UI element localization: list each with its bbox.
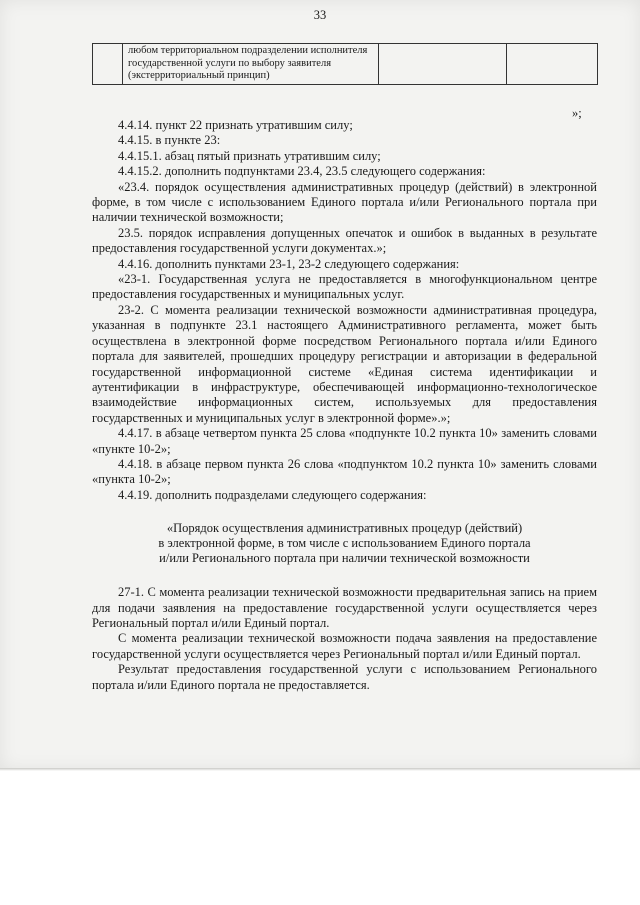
page-edge: [0, 768, 640, 771]
paragraph: Результат предоставления государственной услуги с использованием Регионального портала и/или Единого портала не предоставляется.: [92, 662, 597, 692]
document-body: [92, 118, 597, 693]
page-number: 33: [313, 8, 327, 22]
paragraph: «23.4. порядок осуществления административных процедур (действий) в электронной форме, в том числе с использованием Единого портала и/или Регионального портала при наличии технической возможности;: [92, 179, 597, 225]
paragraph: 23-2. С момента реализации технической возможности административная процедура, указанная в подпункте 23.1 настоящего Административного регламента, может быть осуществлена в электронной форме посредством Регионального портала и/или Единого портала для заявителей, прошедших процедуру регистрации и авторизации в федеральной государственной информационной системе «Единая система идентификации и аутентификации в инфраструктуре, обеспечивающей информационно-технологическое взаимодействие информационных систем, используемых для предоставления государственных и муниципальных услуг в электронной форме».»;: [92, 302, 597, 425]
paragraph: 4.4.19. дополнить подразделами следующего содержания:: [118, 487, 427, 502]
paragraph: 4.4.16. дополнить пунктами 23-1, 23-2 следующего содержания:: [118, 256, 460, 271]
table-row: [93, 44, 598, 85]
paragraph: 4.4.18. в абзаце первом пункта 26 слова «подпунктом 10.2 пункта 10» заменить словами «пункта 10-2»;: [92, 456, 597, 487]
paragraph: 23.5. порядок исправления допущенных опечаток и ошибок в выданных в результате предоставления государственной услуги документах.»;: [92, 225, 597, 256]
table-cell-text: любом территориальном подразделении исполнителя государственной услуги по выбору заявителя (экстерриториальный принцип): [123, 44, 379, 85]
table-fragment: [92, 43, 598, 85]
table-cell-empty: [379, 44, 507, 85]
paragraph: 4.4.15. в пункте 23:: [118, 133, 221, 148]
paragraph: 4.4.15.2. дополнить подпунктами 23.4, 23.5 следующего содержания:: [118, 164, 486, 179]
table-cell-empty: [93, 44, 123, 85]
heading-line: и/или Регионального портала при наличии технической возможности: [159, 551, 530, 566]
section-heading: [92, 521, 597, 566]
closing-quote-mark: »;: [572, 106, 582, 120]
paragraph: «23-1. Государственная услуга не предоставляется в многофункциональном центре предоставления государственных и муниципальных услуг.: [92, 272, 597, 302]
paragraph: С момента реализации технической возможности подача заявления на предоставление государственной услуги осуществляется через Региональный портал и/или Единый портал.: [92, 631, 597, 661]
table-cell-empty: [507, 44, 598, 85]
paragraph: 27-1. С момента реализации технической возможности предварительная запись на прием для подачи заявления на предоставление государственной услуги осуществляется через Региональный портал и/или Единый портал.: [92, 585, 597, 630]
paragraph: 4.4.17. в абзаце четвертом пункта 25 слова «подпункте 10.2 пункта 10» заменить словами «пункте 10-2»;: [92, 426, 597, 456]
paragraph: 4.4.15.1. абзац пятый признать утратившим силу;: [118, 148, 381, 163]
heading-line: «Порядок осуществления административных процедур (действий): [166, 521, 523, 536]
paragraph: 4.4.14. пункт 22 признать утратившим силу;: [118, 118, 353, 132]
heading-line: в электронной форме, в том числе с использованием Единого портала: [158, 536, 531, 551]
